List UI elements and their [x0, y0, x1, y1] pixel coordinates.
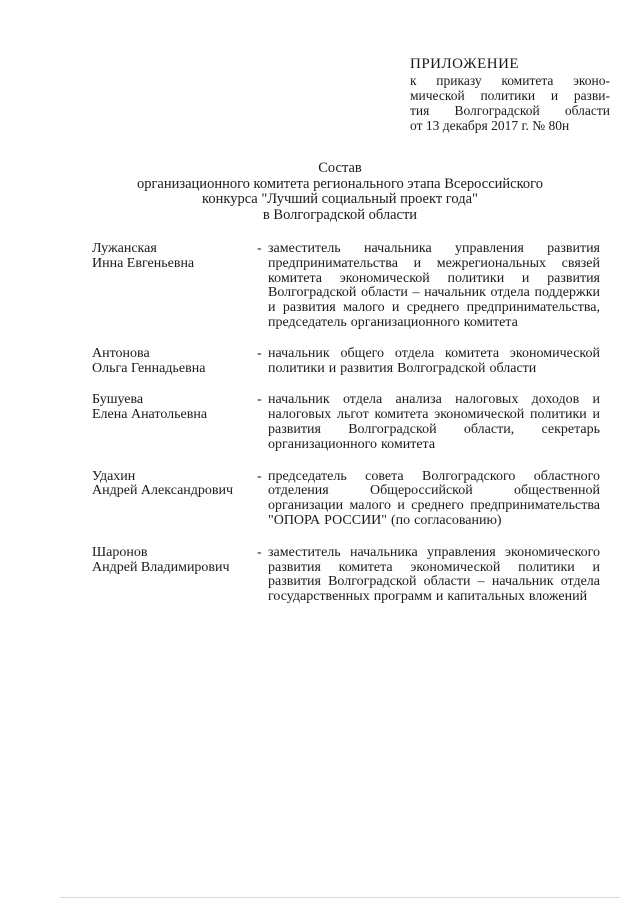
document-heading	[110, 161, 570, 223]
member-name	[92, 546, 257, 576]
appendix-line: к приказу комитета эконо-	[410, 73, 610, 88]
heading-line: конкурса "Лучший социальный проект года"	[202, 191, 478, 207]
member-given-names: Ольга Геннадьевна	[92, 360, 206, 376]
member-surname: Антонова	[92, 345, 150, 361]
member-surname: Шаронов	[92, 544, 148, 560]
heading-line: в Волгоградской области	[262, 206, 418, 223]
member-row	[92, 347, 600, 377]
appendix-line: от 13 декабря 2017 г. № 80н	[410, 118, 570, 133]
page-bottom-edge	[60, 897, 620, 898]
member-given-names: Елена Анатольевна	[92, 407, 208, 423]
member-dash: -	[257, 468, 262, 484]
member-dash: -	[257, 392, 262, 408]
member-given-names: Инна Евгеньевна	[92, 255, 195, 271]
member-given-names: Андрей Александрович	[92, 483, 234, 499]
member-row	[92, 470, 600, 529]
member-dash: -	[257, 241, 262, 256]
committee-members-list	[92, 242, 600, 605]
member-surname: Удахин	[92, 468, 136, 484]
member-role: начальник отдела анализа налоговых доходов и налоговых льгот комитета экономической политики и развития Волгоградской области, секретарь организационного комитета	[268, 392, 600, 452]
member-row	[92, 546, 600, 605]
heading-line: организационного комитета регионального этапа Всероссийского	[136, 175, 544, 192]
appendix-line: тия Волгоградской области	[410, 103, 610, 118]
member-role: заместитель начальника управления экономического развития комитета экономической политики и развития Волгоградской области – начальник отдела государственных программ и капитальных вложений	[268, 544, 600, 605]
appendix-title: ПРИЛОЖЕНИЕ	[410, 56, 520, 72]
member-row	[92, 242, 600, 331]
member-row	[92, 393, 600, 452]
appendix-line: мической политики и разви-	[410, 88, 610, 103]
appendix-block	[410, 56, 610, 133]
member-dash: -	[257, 544, 262, 560]
member-role: начальник общего отдела комитета экономической политики и развития Волгоградской области	[268, 345, 600, 376]
member-surname: Лужанская	[92, 241, 157, 256]
member-given-names: Андрей Владимирович	[92, 559, 230, 575]
member-name	[92, 347, 257, 377]
heading-title: Состав	[318, 160, 362, 176]
member-role: председатель совета Волгоградского областного отделения Общероссийской общественной организации малого и среднего предпринимательства "ОПОРА РОССИИ" (по согласованию)	[268, 468, 600, 528]
member-name	[92, 242, 257, 272]
member-role: заместитель начальника управления развития предпринимательства и межрегиональных связей комитета экономической политики и развития Волгоградской области – начальник отдела поддержки и развития малого и среднего предпринимательства, председатель организационного комитета	[268, 241, 600, 330]
member-name	[92, 470, 257, 500]
member-surname: Бушуева	[92, 392, 144, 408]
member-dash: -	[257, 345, 262, 361]
member-name	[92, 393, 257, 423]
